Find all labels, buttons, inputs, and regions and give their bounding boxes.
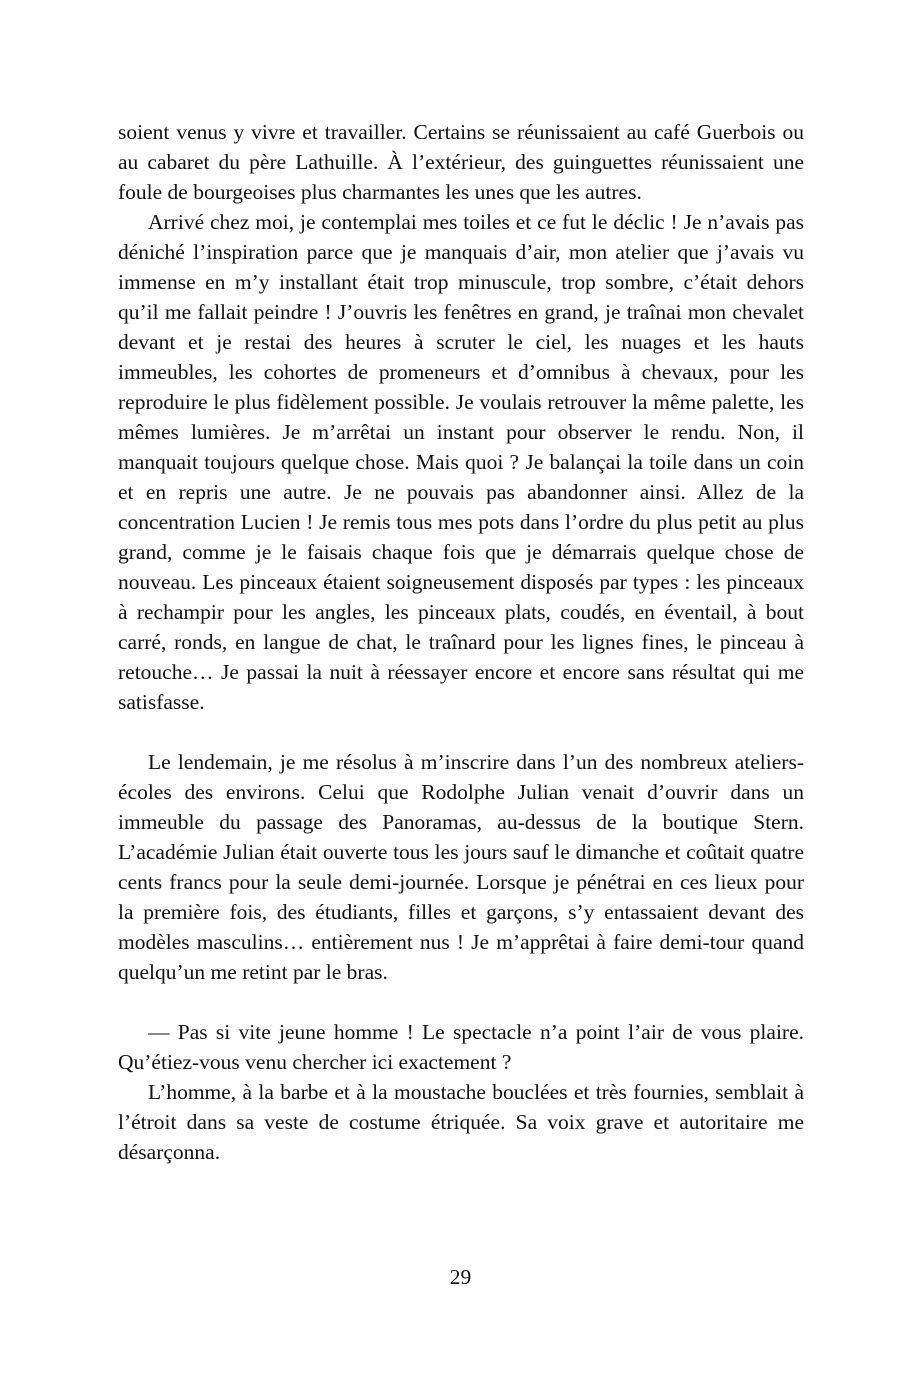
paragraph-dialogue: — Pas si vite jeune homme ! Le spectacle n’a point l’air de vous plaire. Qu’étiez-vous venu chercher ici exactement ?: [118, 1020, 804, 1074]
paragraph-man-description: L’homme, à la barbe et à la moustache bouclées et très fournies, semblait à l’étroit dans sa veste de costume étriquée. Sa voix grave et autoritaire me désarçonna.: [118, 1080, 804, 1164]
body-text: [118, 117, 804, 1167]
paragraph-academy: Le lendemain, je me résolus à m’inscrire dans l’un des nombreux ateliers-écoles des environs. Celui que Rodolphe Julian venait d’ouvrir dans un immeuble du passage des Panoramas, au-dessus de la boutique Stern. L’académie Julian était ouverte tous les jours sauf le dimanche et coûtait quatre cents francs pour la seule demi-journée. Lorsque je pénétrai en ces lieux pour la première fois, des étudiants, filles et garçons, s’y entassaient devant des modèles masculins… entièrement nus ! Je m’apprêtai à faire demi-tour quand quelqu’un me retint par le bras.: [118, 750, 804, 984]
page-number: 29: [449, 1265, 472, 1289]
paragraph-continuation: soient venus y vivre et travailler. Certains se réunissaient au café Guerbois ou au cabaret du père Lathuille. À l’extérieur, des guinguettes réunissaient une foule de bourgeoises plus charmantes les unes que les autres.: [118, 120, 804, 204]
paragraph-studio: Arrivé chez moi, je contemplai mes toiles et ce fut le déclic ! Je n’avais pas déniché l’inspiration parce que je manquais d’air, mon atelier que j’avais vu immense en m’y installant était trop minuscule, trop sombre, c’était dehors qu’il me fallait peindre ! J’ouvris les fenêtres en grand, je traînai mon chevalet devant et je restai des heures à scruter le ciel, les nuages et les hauts immeubles, les cohortes de promeneurs et d’omnibus à chevaux, pour les reproduire le plus fidèlement possible. Je voulais retrouver la même palette, les mêmes lumières. Je m’arrêtai un instant pour observer le rendu. Non, il manquait toujours quelque chose. Mais quoi ? Je balançai la toile dans un coin et en repris une autre. Je ne pouvais pas abandonner ainsi. Allez de la concentration Lucien ! Je remis tous mes pots dans l’ordre du plus petit au plus grand, comme je le faisais chaque fois que je démarrais quelque chose de nouveau. Les pinceaux étaient soigneusement disposés par types : les pinceaux à rechampir pour les angles, les pinceaux plats, coudés, en éventail, à bout carré, ronds, en langue de chat, le traînard pour les lignes fines, le pinceau à retouche… Je passai la nuit à réessayer encore et encore sans résultat qui me satisfasse.: [118, 210, 804, 714]
